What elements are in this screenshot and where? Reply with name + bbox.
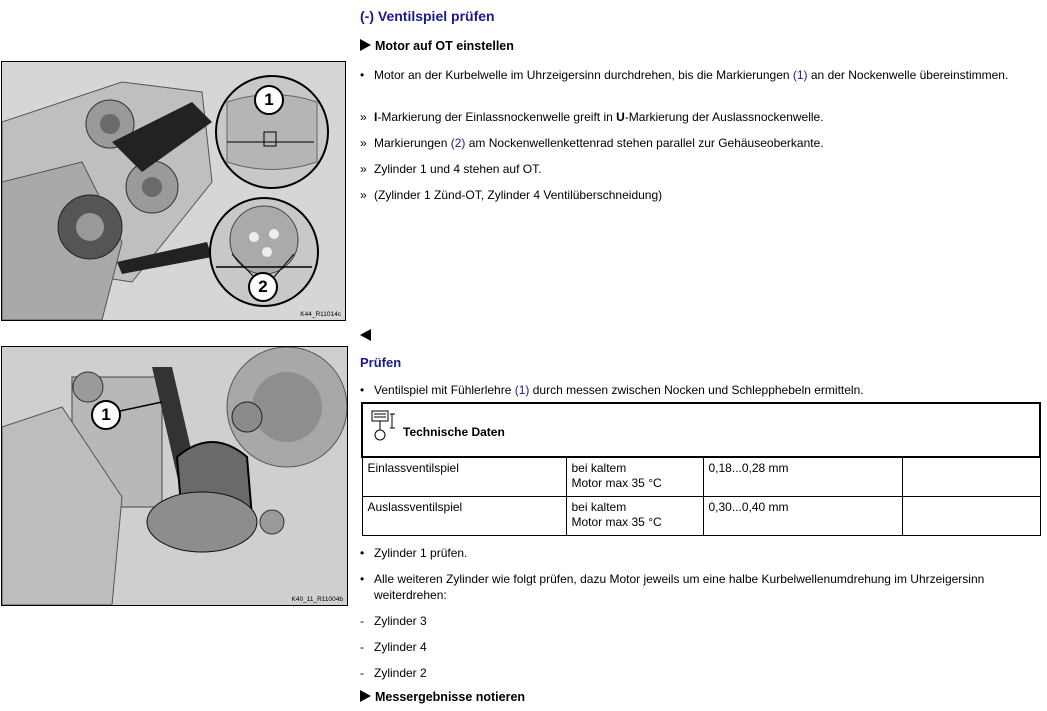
list-item [360,135,1030,151]
bullet-marker: • [360,383,365,397]
step-motor-ot [360,39,514,53]
table-row [362,457,1040,497]
cell-line: bei kaltem [571,500,627,514]
step-arrow-icon [360,39,371,51]
dash-marker: - [360,666,364,680]
list-item [360,613,1030,629]
list-item [360,382,1030,398]
table-header [362,403,1040,457]
table-cell [902,457,1040,497]
list-item [360,161,1030,177]
bullet-marker: • [360,572,365,586]
list-item-text: Alle weiteren Zylinder wie folgt prüfen, dazu Motor jeweils um eine halbe Kurbelwellenumdrehung im Uhrzeigersinn weiterdrehen: [374,572,985,602]
text-part: am Nockenwellenkettenrad stehen parallel zur Gehäuseoberkante. [465,136,824,150]
reference-link[interactable]: (2) [450,136,466,150]
bullet-marker: » [360,162,367,176]
bullet-marker: » [360,188,367,202]
list-item-text [360,67,1030,83]
list-item-text [360,382,1030,398]
list-item-text: Zylinder 4 [374,640,427,654]
camshaft-illustration [2,62,345,320]
section-title: Prüfen [360,355,402,370]
page-title: (-) Ventilspiel prüfen [360,8,495,24]
text-part: durch messen zwischen Nocken und Schlepphebeln ermitteln. [529,383,864,397]
list-item [360,109,1030,125]
table-cell: 0,18...0,28 mm [703,457,902,497]
text-part: -Markierung der Auslassnockenwelle. [624,110,824,124]
figure-code: K40_11_R11004b [291,596,343,603]
section-end-arrow-icon [360,329,371,341]
dash-marker: - [360,614,364,628]
cell-line: bei kaltem [571,461,627,475]
list-item [360,187,1030,203]
bullet-marker: » [360,110,367,124]
step-messergebnisse [360,690,525,704]
list-item-text [360,109,1030,125]
table-cell: 0,30...0,40 mm [703,497,902,536]
list-item [360,67,1030,83]
table-cell: Einlassventilspiel [362,457,566,497]
bullet-marker: • [360,68,365,82]
list-item [360,665,1030,681]
dash-marker: - [360,640,364,654]
cell-line: Motor max 35 °C [571,515,662,529]
table-cell [566,457,703,497]
step-label: Motor auf OT einstellen [375,39,514,53]
text-part: Motor an der Kurbelwelle im Uhrzeigersinn durchdrehen, bis die Markierungen [374,68,793,82]
reference-link[interactable]: (1) [514,383,530,397]
list-item-text: Zylinder 1 prüfen. [374,546,468,560]
step-arrow-icon [360,690,371,702]
list-item-text: Zylinder 1 und 4 stehen auf OT. [374,162,542,176]
table-cell [566,497,703,536]
list-item [360,545,1030,561]
text-part: U [616,110,625,124]
technical-data-table [361,402,1041,536]
figure-callout-2: 2 [248,272,278,302]
list-item-text: (Zylinder 1 Zünd-OT, Zylinder 4 Ventilüberschneidung) [374,188,663,202]
feeler-gauge-figure [1,346,348,606]
step-label: Messergebnisse notieren [375,690,526,704]
text-part: I [374,110,378,124]
table-row [362,497,1040,536]
feeler-gauge-illustration [2,347,347,605]
figure-callout-1: 1 [254,85,284,115]
bullet-marker: • [360,546,365,560]
figure-code: K44_R11014c [300,311,341,318]
list-item [360,571,1030,603]
cell-line: Motor max 35 °C [571,476,662,490]
list-item-text: Zylinder 3 [374,614,427,628]
table-cell: Auslassventilspiel [362,497,566,536]
figure-callout-1: 1 [91,400,121,430]
list-item-text: Zylinder 2 [374,666,427,680]
text-part: an der Nockenwelle übereinstimmen. [807,68,1009,82]
list-item-text [360,135,1030,151]
text-part: Ventilspiel mit Fühlerlehre [374,383,515,397]
bullet-marker: » [360,136,367,150]
camshaft-figure [1,61,346,321]
table-cell [902,497,1040,536]
text-part: Markierungen [374,136,451,150]
gauge-icon [369,408,397,442]
text-part: -Markierung der Einlassnockenwelle greift in [377,110,617,124]
table-title: Technische Daten [403,425,505,439]
list-item [360,639,1030,655]
reference-link[interactable]: (1) [792,68,808,82]
